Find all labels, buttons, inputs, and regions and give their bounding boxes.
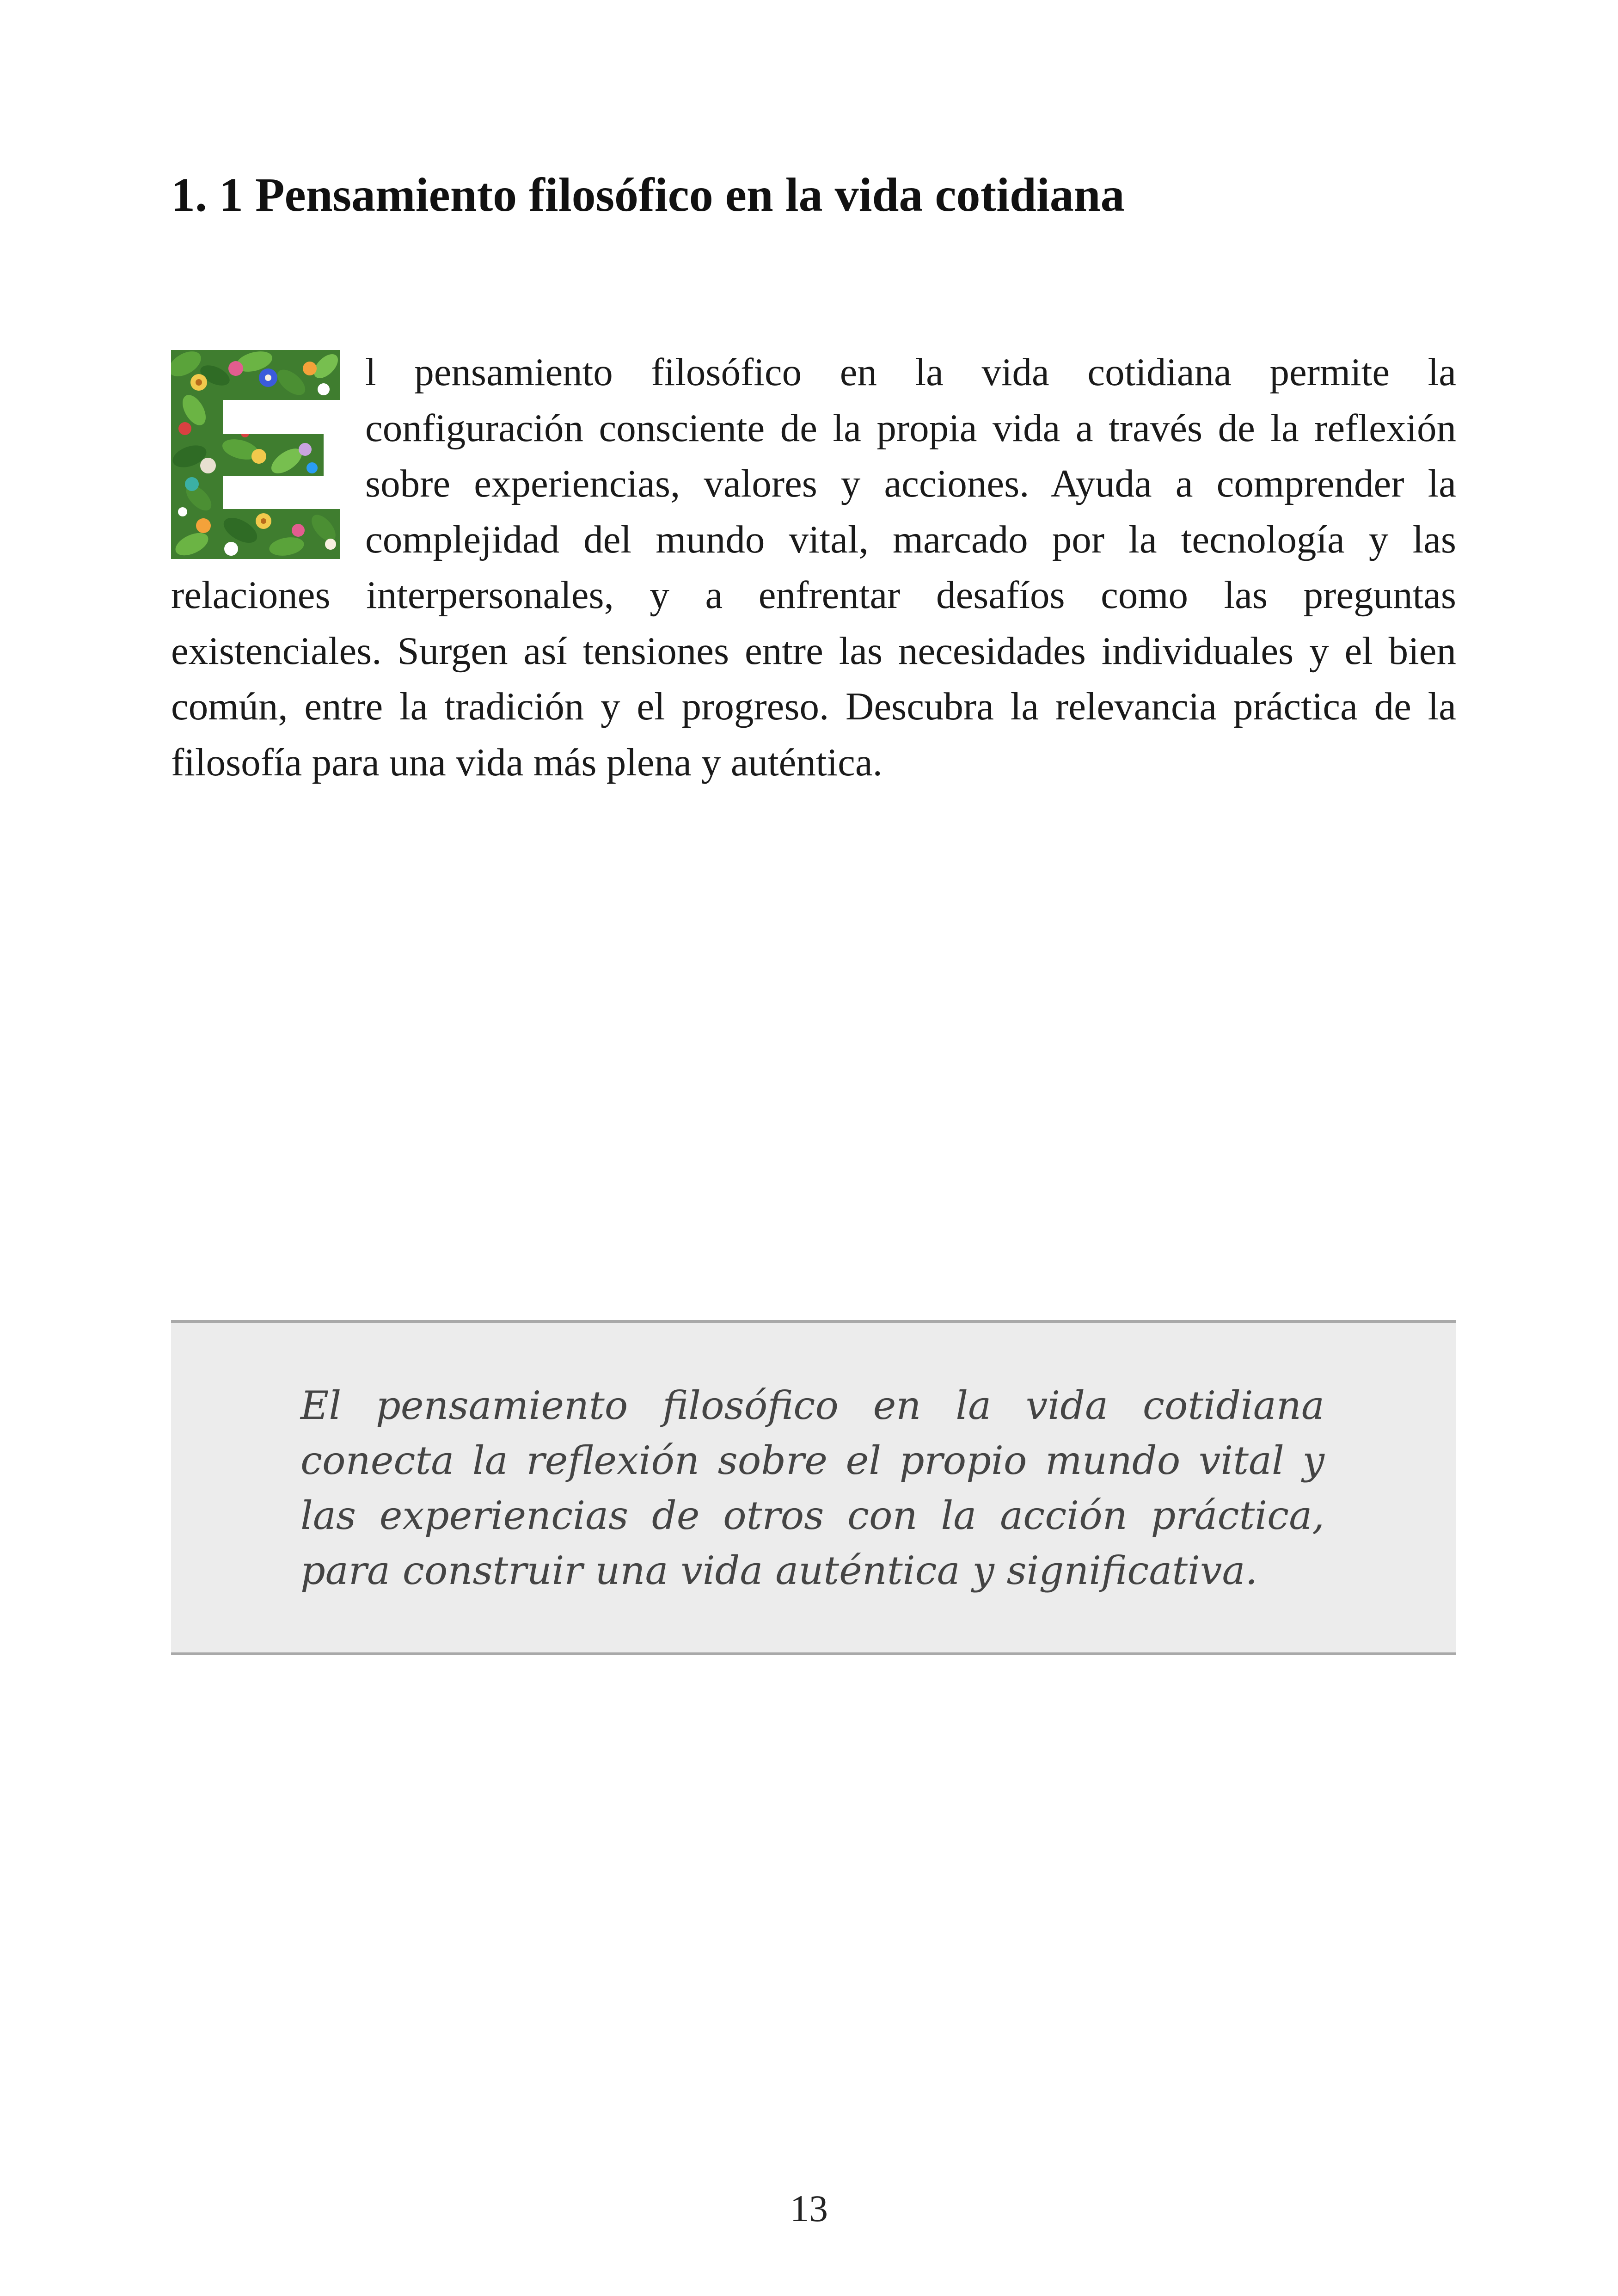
section-heading: 1. 1 Pensamiento filosófico en la vida cotidiana	[171, 168, 1125, 221]
floral-dropcap-letter-e	[171, 350, 340, 559]
floral-letter-e-image	[171, 350, 340, 559]
page-number: 13	[790, 2187, 828, 2229]
highlight-box	[171, 1320, 1456, 1655]
highlight-text: El pensamiento filosófico en la vida cotidiana conecta la reflexión sobre el propio mundo vital y las experiencias de otros con la acción práctica, para construir una vida auténtica y significativa.	[300, 1383, 1324, 1593]
intro-paragraph	[171, 344, 1456, 790]
intro-text: l pensamiento filosófico en la vida cotidiana permite la configuración consciente de la propia vida a través de la reflexión sobre experiencias, valores y acciones. Ayuda a comprender la complejidad del mundo vital, marcado por la tecnología y las relaciones interpersonales, y a enfrentar desafíos como las preguntas existenciales. Surgen así tensiones entre las necesidades individuales y el bien común, entre la tradición y el progreso. Descubra la relevancia práctica de la filosofía para una vida más plena y auténtica.	[171, 350, 1456, 784]
